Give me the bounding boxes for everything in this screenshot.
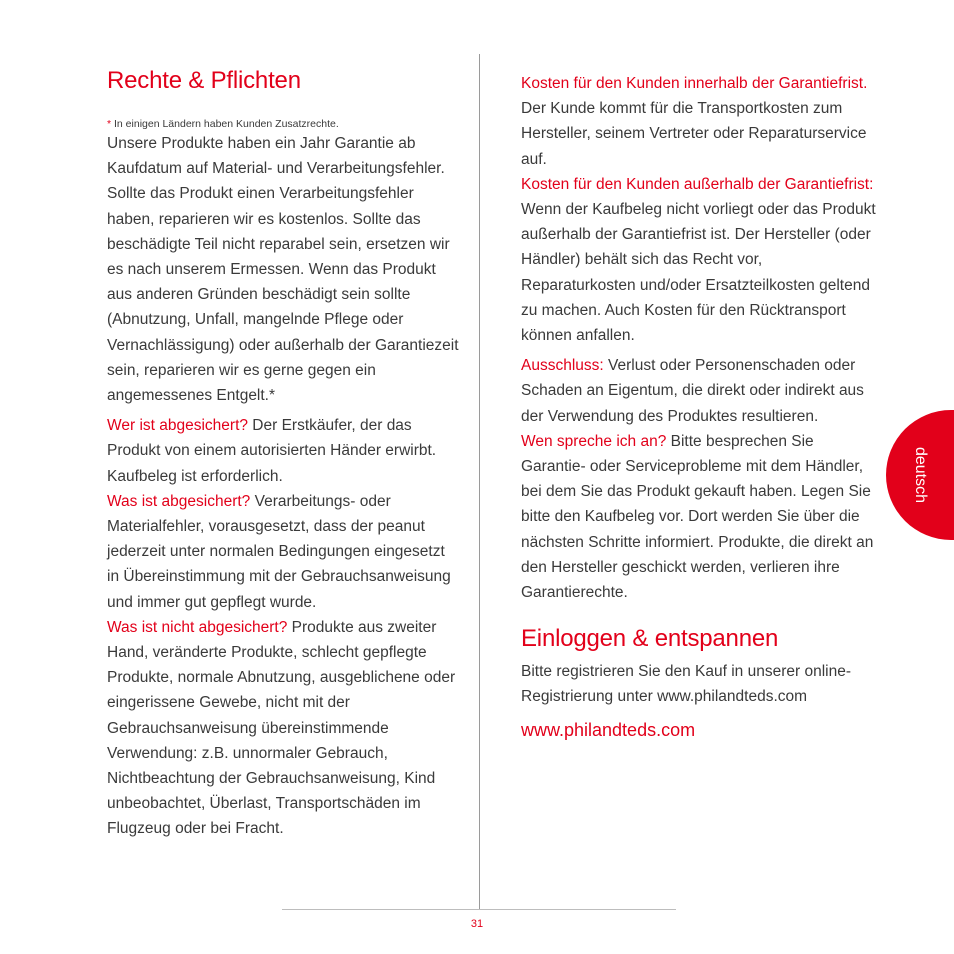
left-column: [107, 66, 459, 842]
paragraph-exclusion: [521, 353, 877, 429]
label-exclusion: Ausschluss:: [521, 357, 604, 375]
section-title-rights: Rechte & Pflichten: [107, 67, 301, 94]
language-tab: [886, 410, 954, 540]
footnote: [107, 117, 459, 131]
label-costs-outside: Kosten für den Kunden außerhalb der Garantiefrist:: [521, 175, 874, 193]
label-costs-within: Kosten für den Kunden innerhalb der Garantiefrist.: [521, 75, 868, 92]
footnote-text: In einigen Ländern haben Kunden Zusatzrechte.: [111, 118, 339, 130]
register-text: Bitte registrieren Sie den Kauf in unserer online-Registrierung unter www.philandteds.com: [521, 663, 851, 706]
text-what-covered: Verarbeitungs- oder Materialfehler, vorausgesetzt, dass der peanut jederzeit unter normalen Bedingungen eingesetzt in Übereinstimmung mit der Gebrauchsanweisung und immer gut gepflegt wurde.: [107, 492, 451, 611]
text-contact: Bitte besprechen Sie Garantie- oder Serviceprobleme mit dem Händler, bei dem Sie das Produkt gekauft haben. Legen Sie bitte den Kaufbeleg vor. Dort werden Sie über die nächsten Schritte informiert. Produkte, die direkt an den Hersteller geschickt werden, verlieren ihre Garantierechte.: [521, 432, 874, 602]
paragraph-not-covered: [107, 615, 459, 842]
language-tab-label: deutsch: [912, 446, 929, 504]
page-number: 31: [470, 918, 484, 930]
paragraph-contact: [521, 429, 877, 605]
footer-divider: [282, 909, 676, 910]
paragraph-costs-outside: [521, 172, 877, 348]
section-title-register: Einloggen & entspannen: [521, 625, 779, 653]
right-column: [521, 71, 877, 743]
website-link[interactable]: www.philandteds.com: [521, 719, 696, 740]
text-costs-outside: Wenn der Kaufbeleg nicht vorliegt oder das Produkt außerhalb der Garantiefrist ist. Der Hersteller (oder Händler) behält sich das Recht vor, Reparaturkosten und/oder Ersatzteilkosten geltend zu machen. Auch Kosten für den Rücktransport können anfallen.: [521, 201, 876, 345]
intro-paragraph: Unsere Produkte haben ein Jahr Garantie ab Kaufdatum auf Material- und Verarbeitungsfehler. Sollte das Produkt einen Verarbeitungsfehler haben, reparieren wir es kostenlos. Sollte das beschädigte Teil nicht reparabel sein, ersetzen wir es nach unserem Ermessen. Wenn das Produkt aus anderen Gründen beschädigt sein sollte (Abnutzung, Unfall, mangelnde Pflege oder Vernachlässigung) oder außerhalb der Garantiezeit sein, reparieren wir es gerne gegen ein angemessenes Entgelt.*: [107, 135, 459, 405]
label-what-covered: Was ist abgesichert?: [107, 492, 251, 510]
label-not-covered: Was ist nicht abgesichert?: [107, 618, 288, 636]
column-divider: [479, 54, 480, 910]
text-not-covered: Produkte aus zweiter Hand, veränderte Produkte, schlecht gepflegte Produkte, normale Abnutzung, ausgeblichene oder eingerissene Gewebe, nicht mit der Gebrauchsanweisung übereinstimmende Verwendung: z.B. unnormaler Gebrauch, Nichtbeachtung der Gebrauchsanweisung, Kind unbeobachtet, Überlast, Transportschäden im Flugzeug oder bei Fracht.: [107, 618, 456, 838]
text-costs-within: Der Kunde kommt für die Transportkosten zum Hersteller, seinem Vertreter oder Reparaturservice auf.: [521, 100, 867, 168]
paragraph-who-covered: [107, 413, 459, 489]
paragraph-what-covered: [107, 489, 459, 615]
footnote-star: *: [107, 118, 112, 130]
label-contact: Wen spreche ich an?: [521, 432, 667, 450]
label-who-covered: Wer ist abgesichert?: [107, 417, 248, 435]
text-exclusion: Verlust oder Personenschaden oder Schaden an Eigentum, die direkt oder indirekt aus der Verwendung des Produktes resultieren.: [521, 357, 864, 425]
paragraph-costs-within: [521, 71, 877, 172]
text-who-covered: Der Erstkäufer, der das Produkt von einem autorisierten Händer erwirbt. Kaufbeleg ist erforderlich.: [107, 417, 437, 485]
